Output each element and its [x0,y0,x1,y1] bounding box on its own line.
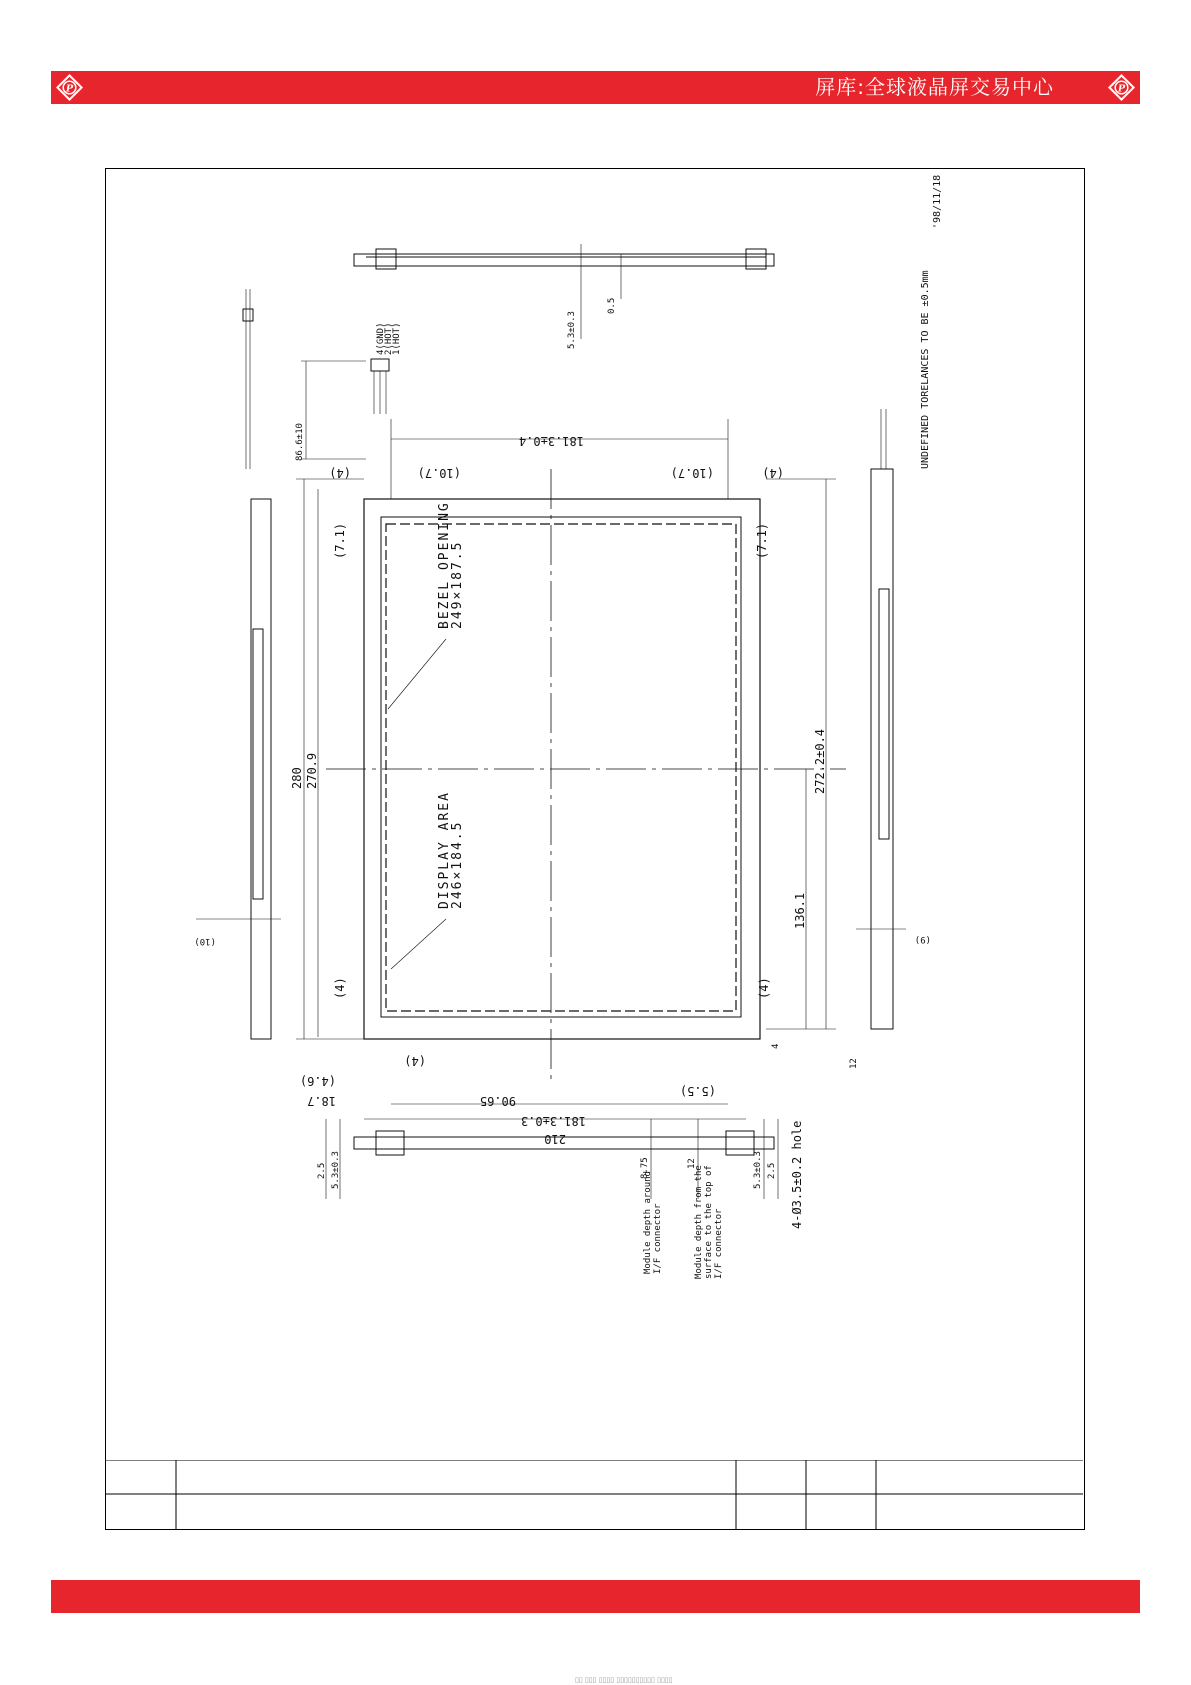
dim-bottom-width: 181.3±0.3 [520,1114,586,1128]
dim-corner-right-bottom: (4) [757,977,771,999]
dim-center-height: 136.1 [793,892,807,929]
label-hole-note: 4-Ø3.5±0.2 hole [790,1120,804,1229]
footer-text: ▯▯ ▯▯▯ ▯▯▯▯ ▯▯▯▯▯▯▯▯▯▯ ▯▯▯▯ [575,1676,673,1684]
svg-text:P: P [65,83,74,95]
dim-corner-left: (4) [329,466,351,480]
dim-hole-offset: (4) [404,1054,426,1068]
dim-right-view-depth: (9) [914,934,931,944]
dim-bottom-view-a: 2.5 [317,1162,327,1179]
dim-hole-side: 4 [771,1043,781,1049]
note-depth-1b: I/F connector [653,1203,663,1274]
dim-height-inner: 270.9 [305,752,319,789]
footer-bar [51,1580,1140,1613]
dim-right-view-thickness: 12 [849,1058,859,1069]
note-depth-1a: Module depth around [643,1171,653,1274]
dim-bottom-view-f: 2.5 [767,1162,777,1179]
dim-total-width: 210 [544,1132,566,1146]
pin-label-hot-1: 1(HOT) [392,322,402,355]
label-display-size: 246×184.5 [450,820,465,909]
dim-conn-offset-left: (10.7) [417,466,461,480]
front-view [290,419,846,1229]
svg-text:P: P [1117,83,1126,95]
diamond-p-logo-icon [1107,73,1136,102]
brand-text: 屏库:全球液晶屏交易中心 [815,75,1054,99]
dim-side-offset: (4.6) [299,1074,336,1088]
label-display-area: DISPLAY AREA [437,791,452,909]
dim-height-total: 272.2±0.4 [813,728,827,794]
left-side-view [194,289,281,1039]
dim-corner-right: (4) [762,466,784,480]
dim-bottom-view-d: 12 [687,1158,697,1169]
dim-left-view-depth: (10) [194,936,216,946]
drawing-frame [105,168,1085,1530]
note-depth-2b: surface to the top of [704,1165,714,1279]
note-depth-2a: Module depth from the [694,1165,704,1279]
label-bezel-opening: BEZEL OPENING [437,501,452,629]
dim-bottom-view-b: 5.3±0.3 [331,1151,341,1189]
label-bezel-size: 249×187.5 [450,540,465,629]
dim-cable-length: 86.6±10 [295,423,305,461]
tolerance-note: UNDEFINED TORELANCES TO BE ±0.5mm [920,270,931,469]
dim-height-outer: 280 [290,767,304,789]
dim-corner-left-bottom: (4) [333,977,347,999]
right-side-view [849,409,931,1069]
pin-label-hot-2: 2(HOT) [384,322,394,355]
dim-bottom-view-e: 5.3±0.3 [753,1151,763,1189]
dim-side-margin: 18.7 [307,1094,336,1108]
date-note: '98/11/18 [932,174,943,229]
dim-top-view-a: 5.3±0.3 [567,311,577,349]
dim-side-right-top: (7.1) [755,522,769,559]
note-depth-2c: I/F connector [714,1208,724,1279]
dim-side-left-top: (7.1) [333,522,347,559]
technical-drawing [106,169,1083,1459]
title-block [106,1460,1083,1529]
dim-bezel-width: 181.3±0.4 [518,434,584,448]
diamond-p-logo-icon [55,73,84,102]
dim-center-width: 90.65 [479,1094,516,1108]
dim-bottom-view-c: 8.75 [640,1157,650,1179]
dim-right-offset: (5.5) [679,1084,716,1098]
connector [295,322,402,461]
pin-label-gnd: 4(GND) [376,322,386,355]
dim-top-view-b: 0.5 [607,297,617,314]
top-side-view [354,244,774,349]
dim-conn-offset-right: (10.7) [670,466,714,480]
header-bar [51,71,1140,104]
